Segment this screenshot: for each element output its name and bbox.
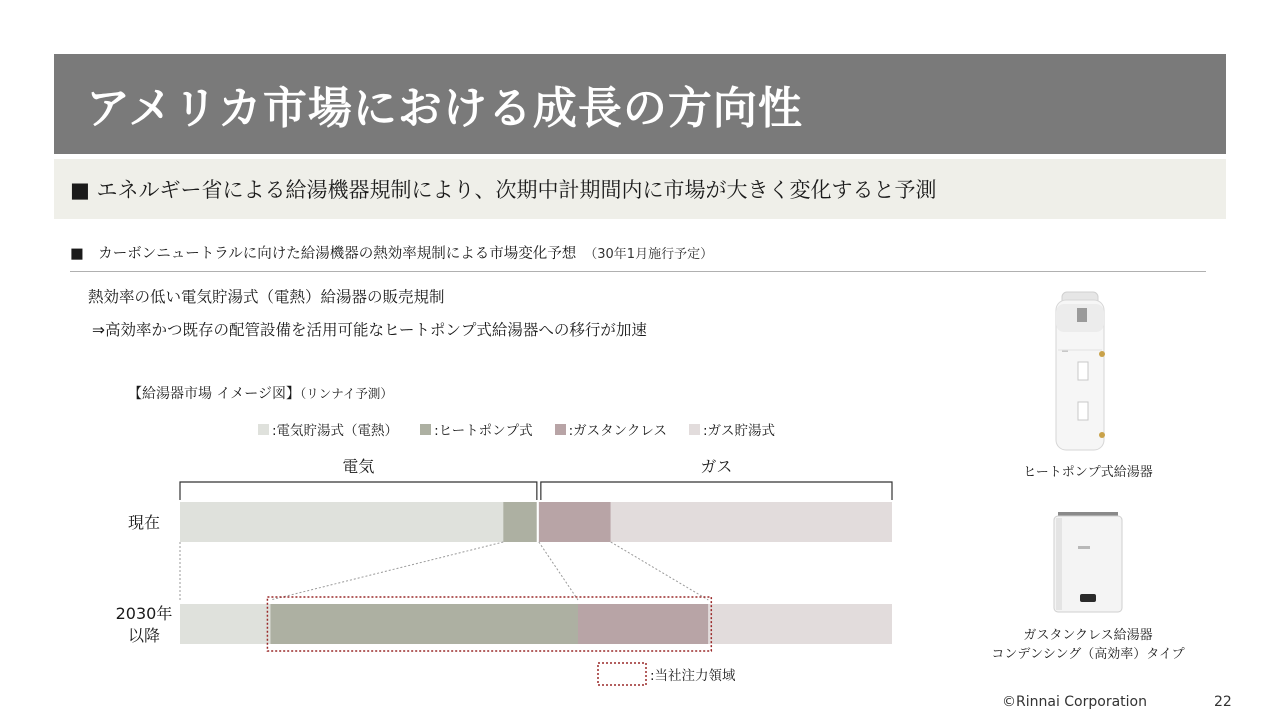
row-label-line: 2030年 (115, 604, 173, 623)
row-label-line: 現在 (127, 513, 161, 532)
legend-label: :ガスタンクレス (568, 423, 667, 439)
legend-swatch (258, 424, 269, 435)
connector-line (270, 542, 503, 600)
bar-segment (539, 502, 611, 542)
connector-line (539, 542, 578, 600)
legend-item-gas-storage (689, 419, 775, 439)
connector-line (611, 542, 709, 600)
legend-label: :ガス貯湯式 (702, 423, 776, 439)
row-label (116, 604, 173, 645)
chart-caption-sub: （リンナイ予測） (300, 386, 393, 401)
bar-segment (578, 604, 708, 644)
title-bar (54, 54, 1226, 154)
bar-segment (503, 502, 536, 542)
group-label: ガス (700, 457, 733, 476)
section-divider (70, 271, 1206, 272)
focus-legend-label: :当社注力領域 (650, 668, 736, 684)
bar-segment (180, 604, 270, 644)
chart-caption-main: 【給湯器市場 イメージ図】 (128, 386, 301, 402)
body-line-1: 熱効率の低い電気貯湯式（電熱）給湯器の販売規制 (88, 288, 445, 306)
group-label: 電気 (342, 457, 375, 476)
bar-segment (611, 502, 892, 542)
group-bracket (180, 482, 537, 500)
subtitle-text: ■ エネルギー省による給湯機器規制により、次期中計期間内に市場が大きく変化すると予測 (70, 178, 937, 202)
legend-swatch (689, 424, 700, 435)
section-heading (70, 242, 713, 263)
bar-segment (180, 502, 503, 542)
page-title: アメリカ市場における成長の方向性 (86, 83, 803, 134)
focus-legend-swatch (598, 663, 646, 685)
gas-tankless-label (968, 626, 1208, 664)
chart-caption (128, 383, 393, 403)
chart-legend (258, 419, 797, 439)
legend-item-electric-storage (258, 419, 398, 439)
subtitle-bar (54, 159, 1226, 219)
legend-item-heat-pump (420, 419, 533, 439)
page-number: 22 (1214, 694, 1232, 710)
section-heading-text: ■ カーボンニュートラルに向けた給湯機器の熱効率規制による市場変化予想 (70, 246, 577, 262)
gas-tankless-water-heater-image (1050, 512, 1126, 616)
legend-item-gas-tankless (555, 419, 667, 439)
body-line-2: ⇒高効率かつ既存の配管設備を活用可能なヒートポンプ式給湯器への移行が加速 (92, 321, 647, 339)
group-bracket (541, 482, 892, 500)
row-label-line: 以降 (127, 626, 161, 645)
row-label (128, 513, 160, 532)
legend-swatch (420, 424, 431, 435)
footer-company: ©Rinnai Corporation (1002, 694, 1147, 710)
section-heading-note: （30年1月施行予定） (584, 247, 714, 262)
legend-swatch (555, 424, 566, 435)
focus-region-box (267, 597, 711, 651)
gas-tankless-label-line-2: コンデンシング（高効率）タイプ (991, 647, 1185, 662)
bar-segment (708, 604, 892, 644)
legend-label: :ヒートポンプ式 (434, 423, 533, 439)
bar-segment (270, 604, 578, 644)
gas-tankless-label-line-1: ガスタンクレス給湯器 (1023, 628, 1153, 643)
heat-pump-label: ヒートポンプ式給湯器 (1023, 465, 1153, 480)
heat-pump-water-heater-image (1040, 290, 1120, 455)
legend-label: :電気貯湯式（電熱） (272, 423, 399, 439)
